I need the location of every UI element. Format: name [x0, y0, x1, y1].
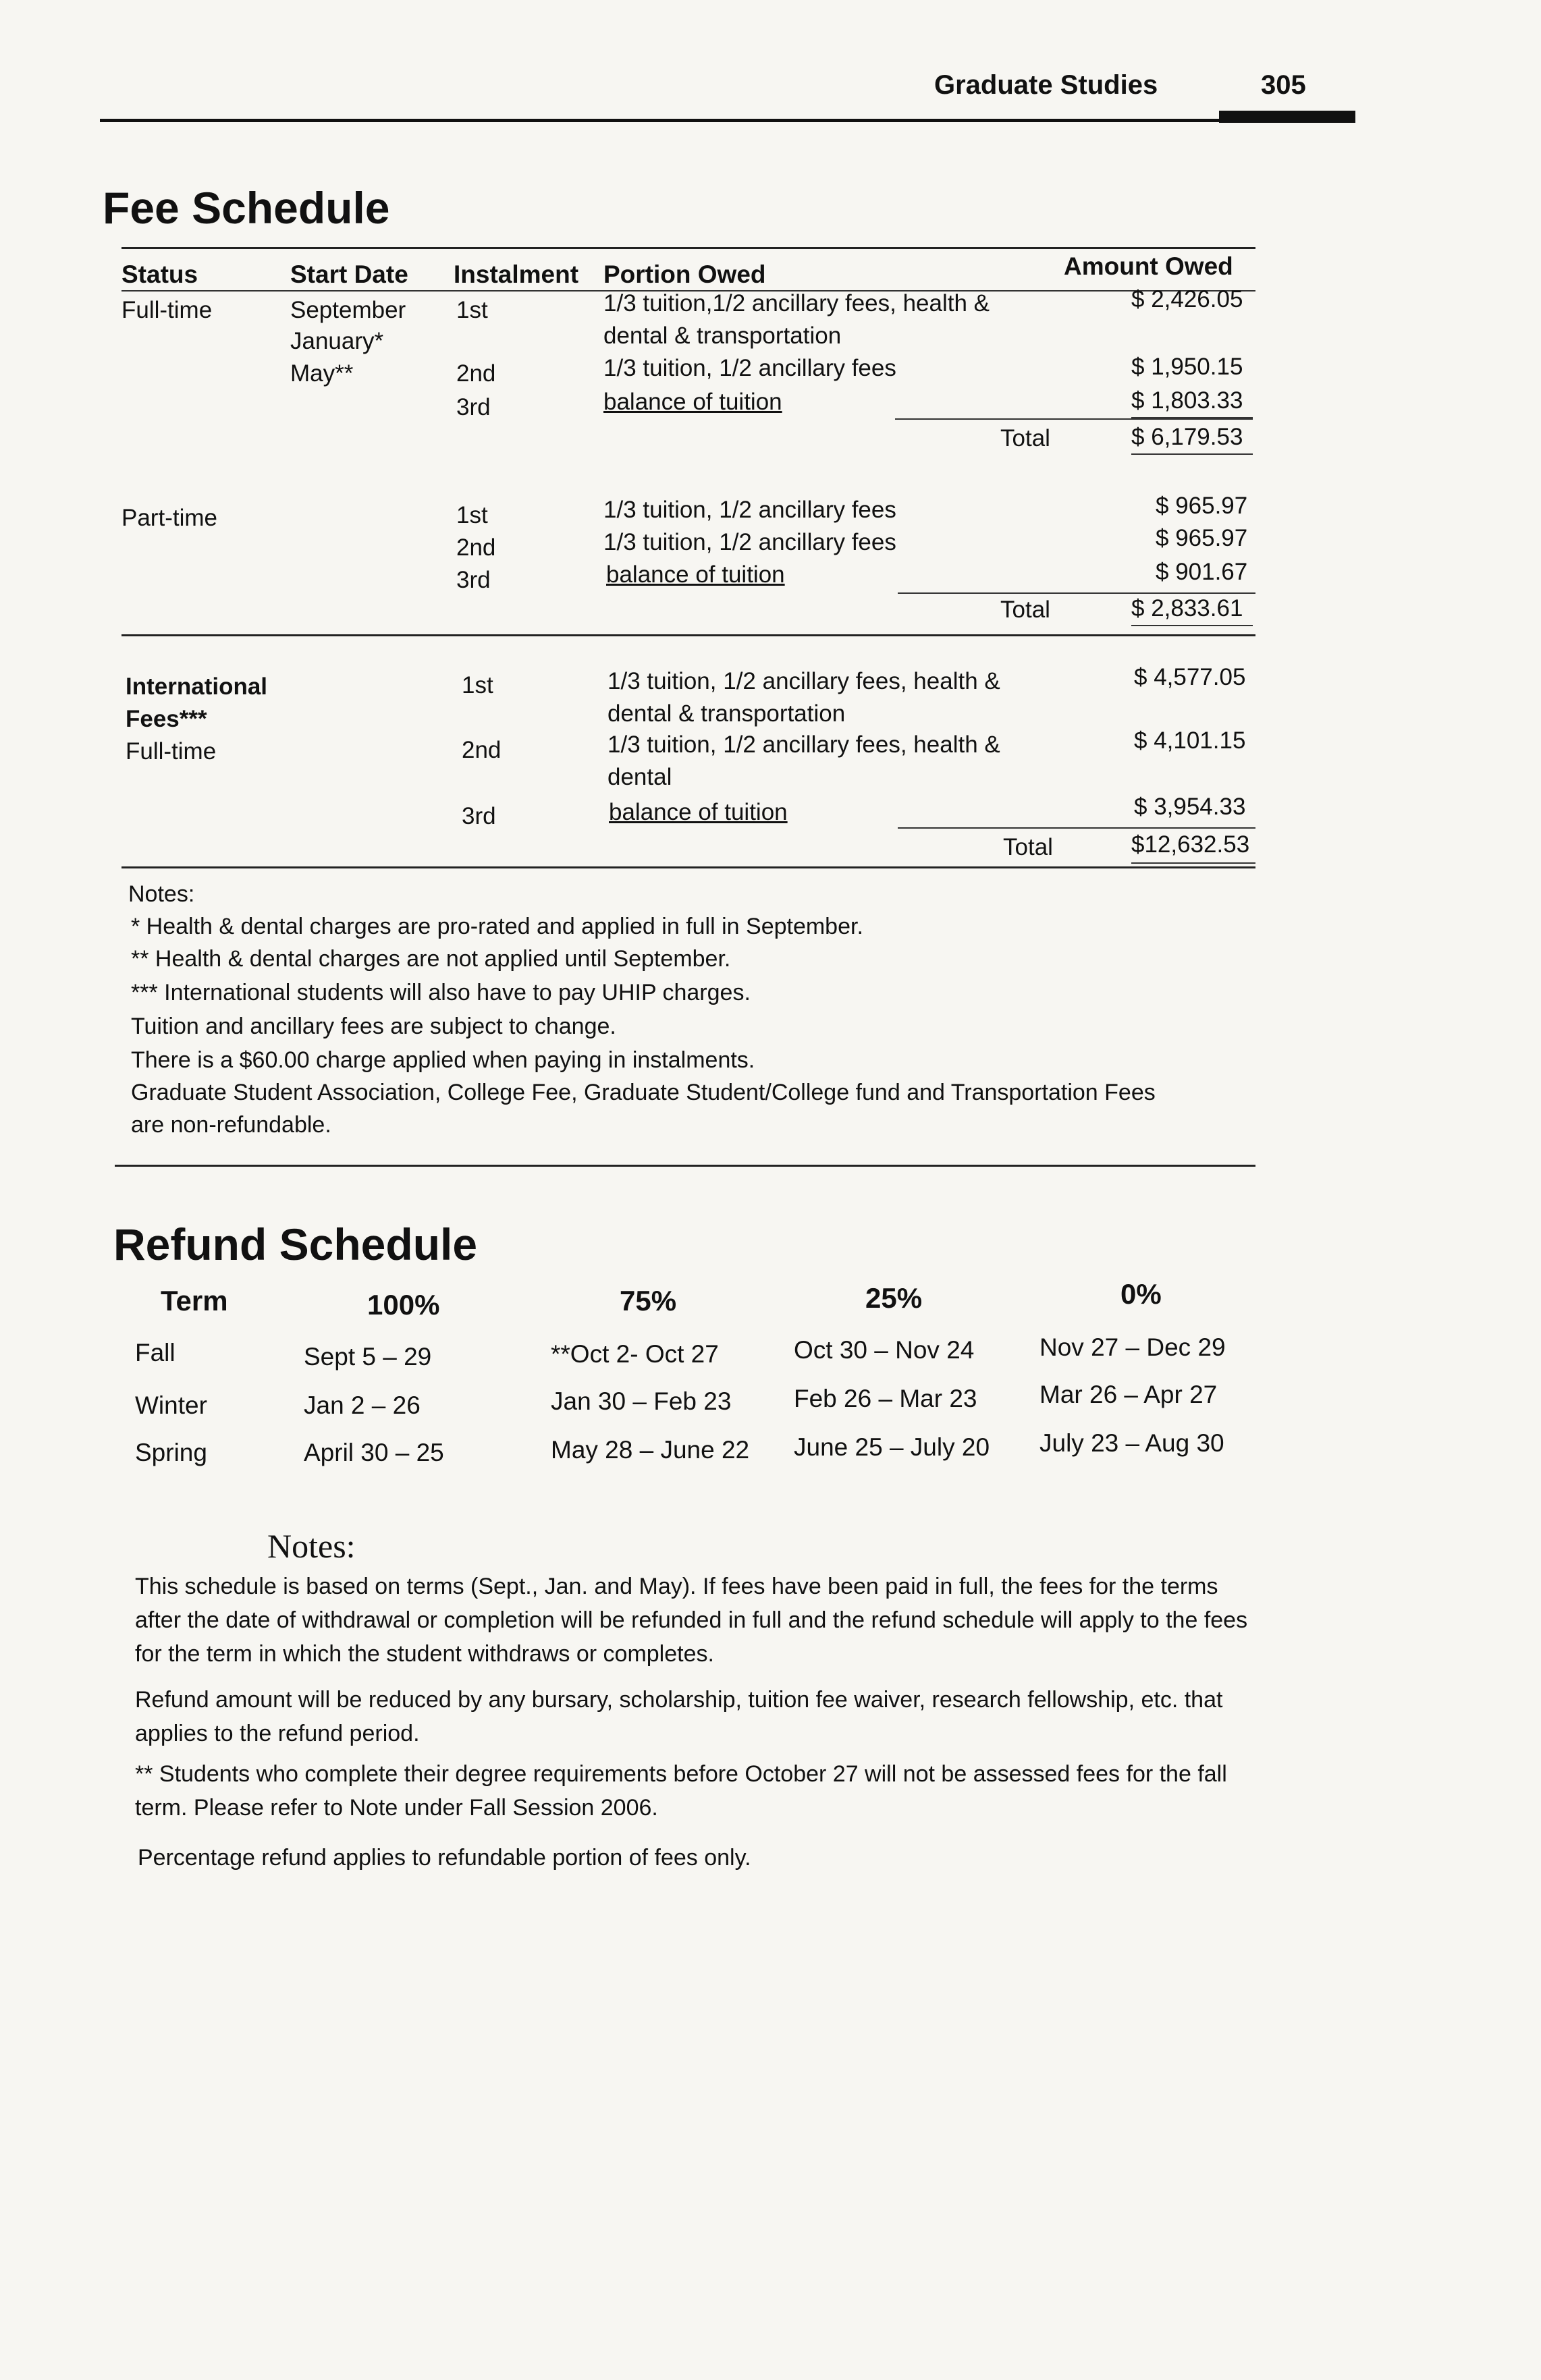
refund-note: ** Students who complete their degree requirements before October 27 will not be assessed fees for the fall term. Please refer to Note under Fall Session 2006. [135, 1761, 1227, 1821]
portion-owed: 1/3 tuition,1/2 ancillary fees, health & [603, 290, 990, 316]
refund-schedule-title: Refund Schedule [113, 1219, 478, 1269]
refund-period-0: July 23 – Aug 30 [1039, 1429, 1224, 1457]
total-label: Total [1000, 597, 1050, 623]
instalment: 1st [456, 297, 488, 323]
start-date: September [290, 297, 406, 323]
start-date: May** [290, 360, 354, 387]
fee-header-portion: Portion Owed [603, 260, 766, 288]
fee-note: * Health & dental charges are pro-rated and applied in full in September. [131, 914, 863, 939]
refund-note: Percentage refund applies to refundable portion of fees only. [138, 1845, 751, 1871]
fee-table-top-rule [121, 247, 1255, 249]
status-fulltime: Full-time [121, 297, 213, 323]
total-underline [1131, 625, 1253, 626]
amount-owed: $ 1,950.15 [1131, 354, 1243, 380]
fee-note: There is a $60.00 charge applied when paying in instalments. [131, 1047, 755, 1073]
portion-owed: 1/3 tuition, 1/2 ancillary fees [603, 355, 896, 381]
total-underline [1131, 453, 1253, 455]
refund-period-0: Mar 26 – Apr 27 [1039, 1381, 1218, 1408]
instalment: 1st [462, 672, 493, 698]
amount-owed: $ 965.97 [1156, 493, 1248, 519]
running-header-section: Graduate Studies [934, 70, 1158, 100]
page-number: 305 [1261, 70, 1306, 100]
fee-note: ** Health & dental charges are not applied until September. [131, 946, 731, 972]
refund-period-75: Jan 30 – Feb 23 [551, 1387, 732, 1415]
portion-owed: 1/3 tuition, 1/2 ancillary fees, health & [607, 668, 1000, 694]
portion-owed: balance of tuition [609, 799, 788, 825]
amount-owed: $ 1,803.33 [1131, 387, 1243, 414]
portion-owed-cont: dental & transportation [603, 323, 842, 349]
refund-period-75: May 28 – June 22 [551, 1436, 750, 1464]
amount-owed: $ 901.67 [1156, 559, 1248, 585]
amount-owed: $ 965.97 [1156, 525, 1248, 551]
fee-header-amount: Amount Owed [1064, 252, 1233, 280]
refund-period-100: April 30 – 25 [304, 1439, 444, 1466]
international-total: $12,632.53 [1131, 831, 1250, 858]
fulltime-total-rule [895, 418, 1253, 420]
instalment: 3rd [462, 803, 496, 829]
portion-owed: 1/3 tuition, 1/2 ancillary fees [603, 529, 896, 555]
total-label: Total [1000, 425, 1050, 451]
parttime-total: $ 2,833.61 [1131, 595, 1243, 621]
status-international: International [126, 673, 268, 700]
refund-period-100: Sept 5 – 29 [304, 1343, 432, 1371]
status-parttime: Part-time [121, 505, 217, 531]
fee-note: *** International students will also have to pay UHIP charges. [131, 980, 751, 1005]
amount-owed: $ 4,101.15 [1134, 727, 1246, 754]
section-divider [121, 634, 1255, 636]
refund-header-0: 0% [1120, 1278, 1162, 1310]
header-rule [100, 119, 1355, 122]
refund-header-term: Term [161, 1285, 228, 1317]
refund-notes-title: Notes: [267, 1527, 356, 1565]
refund-period-25: June 25 – July 20 [794, 1433, 990, 1461]
refund-note: Refund amount will be reduced by any bursary, scholarship, tuition fee waiver, research fellowship, etc. that applies to the refund period. [135, 1687, 1223, 1746]
refund-period-75: **Oct 2- Oct 27 [551, 1340, 719, 1368]
instalment: 2nd [456, 534, 496, 561]
status-international-fees: Fees*** [126, 706, 207, 732]
refund-period-25: Oct 30 – Nov 24 [794, 1336, 975, 1364]
portion-owed-cont: dental [607, 764, 672, 790]
portion-owed: balance of tuition [603, 389, 782, 415]
portion-owed: 1/3 tuition, 1/2 ancillary fees, health & [607, 731, 1000, 758]
total-underline [1131, 862, 1255, 864]
portion-owed: balance of tuition [606, 561, 785, 588]
fee-note: Graduate Student Association, College Fee, Graduate Student/College fund and Transportation Fees [131, 1080, 1156, 1105]
fee-note: Tuition and ancillary fees are subject to change. [131, 1014, 616, 1039]
parttime-total-rule [898, 592, 1255, 594]
fee-notes-bottom-rule [115, 1165, 1255, 1167]
start-date: January* [290, 328, 384, 354]
total-label: Total [1003, 834, 1053, 860]
refund-header-75: 75% [620, 1285, 677, 1317]
fee-header-instalment: Instalment [454, 260, 579, 288]
refund-term: Spring [135, 1439, 207, 1466]
refund-header-100: 100% [367, 1289, 440, 1321]
refund-period-100: Jan 2 – 26 [304, 1391, 421, 1419]
fee-header-status: Status [121, 260, 198, 288]
instalment: 3rd [456, 567, 491, 593]
amount-owed: $ 3,954.33 [1134, 794, 1246, 820]
refund-term: Fall [135, 1339, 175, 1366]
refund-note: This schedule is based on terms (Sept., Jan. and May). If fees have been paid in full, the fees for the terms after the date of withdrawal or completion will be refunded in full and the refund schedule will apply to the fees for the term in which the student withdraws or completes. [135, 1574, 1248, 1667]
instalment: 2nd [456, 360, 496, 387]
refund-period-25: Feb 26 – Mar 23 [794, 1385, 977, 1412]
international-total-rule [898, 827, 1255, 829]
instalment: 3rd [456, 394, 491, 420]
amount-owed: $ 4,577.05 [1134, 664, 1246, 690]
fee-header-start-date: Start Date [290, 260, 408, 288]
fulltime-total: $ 6,179.53 [1131, 424, 1243, 450]
fee-notes-title: Notes: [128, 881, 195, 907]
refund-term: Winter [135, 1391, 207, 1419]
portion-owed: 1/3 tuition, 1/2 ancillary fees [603, 497, 896, 523]
fee-schedule-title: Fee Schedule [103, 183, 390, 233]
instalment: 1st [456, 502, 488, 528]
instalment: 2nd [462, 737, 502, 763]
portion-owed-cont: dental & transportation [607, 700, 846, 727]
status-international-fulltime: Full-time [126, 738, 217, 765]
refund-header-25: 25% [865, 1282, 923, 1314]
fee-note: are non-refundable. [131, 1112, 331, 1138]
amount-owed: $ 2,426.05 [1131, 286, 1243, 312]
header-tab-mark [1219, 111, 1355, 123]
fee-table-bottom-rule [121, 866, 1255, 868]
refund-period-0: Nov 27 – Dec 29 [1039, 1333, 1226, 1361]
